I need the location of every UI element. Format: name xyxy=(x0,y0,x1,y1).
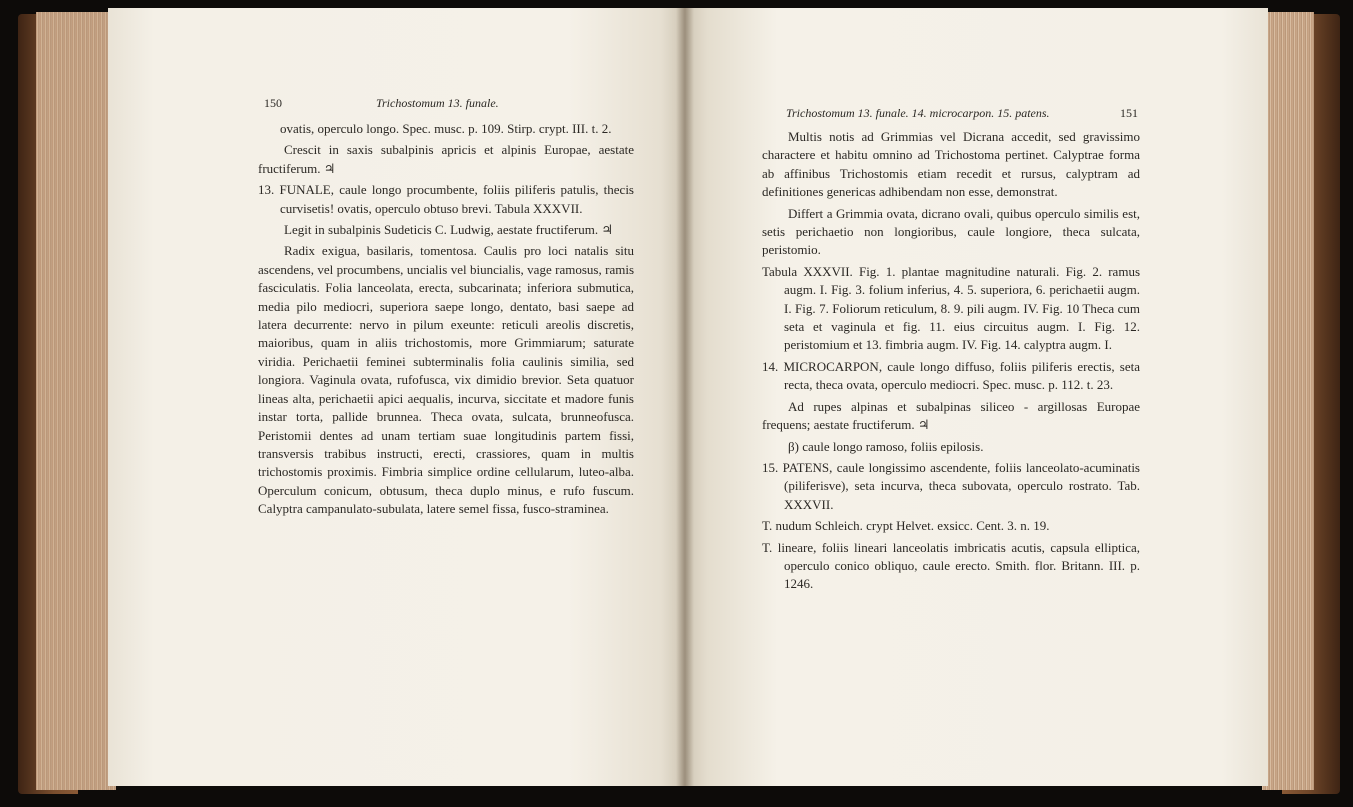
book-gutter xyxy=(676,8,694,786)
left-page-body xyxy=(258,120,634,522)
paragraph: Ad rupes alpinas et subalpinas siliceo - argillosas Europae frequens; aestate fructiferum. ♃ xyxy=(762,398,1140,433)
paragraph: Crescit in saxis subalpinis apricis et alpinis Europae, aestate fructiferum. ♃ xyxy=(258,142,634,176)
paragraph: Multis notis ad Grimmias vel Dicrana accedit, sed gravissimo charactere et habitu omnino ad Trichostoma pertinet. Calyptrae forma ab affinibus Trichostomis etiam recedit et rursus, calyptram ad definitiones genericas adhibendam non esse, demonstrat. xyxy=(762,129,1140,200)
left-page xyxy=(108,8,684,786)
paragraph: Legit in subalpinis Sudeticis C. Ludwig, aestate fructiferum. ♃ xyxy=(284,222,614,238)
paragraph: ovatis, operculo longo. Spec. musc. p. 109. Stirp. crypt. III. t. 2. xyxy=(280,121,612,136)
paragraph: Differt a Grimmia ovata, dicrano ovali, quibus operculo similis est, setis perichaetio non longioribus, caule longiore, theca sulcata, peristomio. xyxy=(762,205,1140,258)
paragraph: 14. MICROCARPON, caule longo diffuso, foliis piliferis erectis, seta recta, theca ovata, operculo mediocri. Spec. musc. p. 112. t. 23. xyxy=(762,358,1140,393)
paragraph: Radix exigua, basilaris, tomentosa. Caulis pro loci natalis situ ascendens, vel procumbens, uncialis vel biuncialis, vage ramosus, ramis fasciculatis. Folia lanceolata, erecta, subcarinata; inferiora submutica, media pilo mediocri, superiora saepe longo, dentato, basi saepe ad latera decurrente: nervo in pilum exeunte: reticuli areolis discretis, maioribus, quam in aliis trichostomis, more Grimmiarum; saturate viridia. Perichaetii feminei subterminalis folia caulinis similia, sed longiora. Vaginula ovata, rufofusca, vix dimidio brevior. Seta quatuor lineas alta, perichaetii apici aequalis, incurva, siccitate et madore funis instar torta, pallide brunnea. Theca ovata, sulcata, brunneofusca. Peristomii dentes ad unam tertiam suae longitudinis partem fissi, transversis trabibus instructi, erecti, crassiores, quam in multis trichostomis proximis. Fimbria simplice ordine cellularum, luteo-alba. Operculum conicum, obtusum, theca duplo minus, e rufo fuscum. Calyptra campanulato-subulata, latere semel fissa, fusco-straminea. xyxy=(258,243,634,517)
right-page-body xyxy=(762,128,1140,597)
paragraph: T. lineare, foliis lineari lanceolatis imbricatis acutis, capsula elliptica, operculo conico obliquo, caule erecto. Smith. flor. Britann. III. p. 1246. xyxy=(762,539,1140,592)
paragraph: Tabula XXXVII. Fig. 1. plantae magnitudine naturali. Fig. 2. ramus augm. I. Fig. 3. folium inferius, 4. 5. superiora, 6. perichaetii augm. I. Fig. 7. Foliorum reticulum, 8. 9. pili augm. IV. Fig. 10 Theca cum seta et vaginula et fig. 11. eius circuitus augm. I. Fig. 12. peristomium et 13. fimbria augm. IV. Fig. 14. calyptra augm. I. xyxy=(762,263,1140,353)
paragraph: T. nudum Schleich. crypt Helvet. exsicc. Cent. 3. n. 19. xyxy=(762,518,1050,534)
left-running-head: Trichostomum 13. funale. xyxy=(376,96,499,110)
paragraph: 13. FUNALE, caule longo procumbente, foliis piliferis patulis, thecis curvisetis! ovatis, operculo obtuso brevi. Tabula XXXVII. xyxy=(258,182,634,216)
page-edges-left xyxy=(36,12,116,790)
paragraph: β) caule longo ramoso, foliis epilosis. xyxy=(788,438,984,454)
right-page-number: 151 xyxy=(1120,106,1138,120)
left-page-number: 150 xyxy=(264,96,282,110)
right-page xyxy=(684,8,1268,786)
page-edges-right xyxy=(1262,12,1314,790)
right-running-head: Trichostomum 13. funale. 14. microcarpon. 15. patens. xyxy=(786,106,1050,120)
paragraph: 15. PATENS, caule longissimo ascendente, foliis lanceolato-acuminatis (piliferisve), seta incurva, theca subovata, operculo rostrato. Tab. XXXVII. xyxy=(762,459,1140,512)
